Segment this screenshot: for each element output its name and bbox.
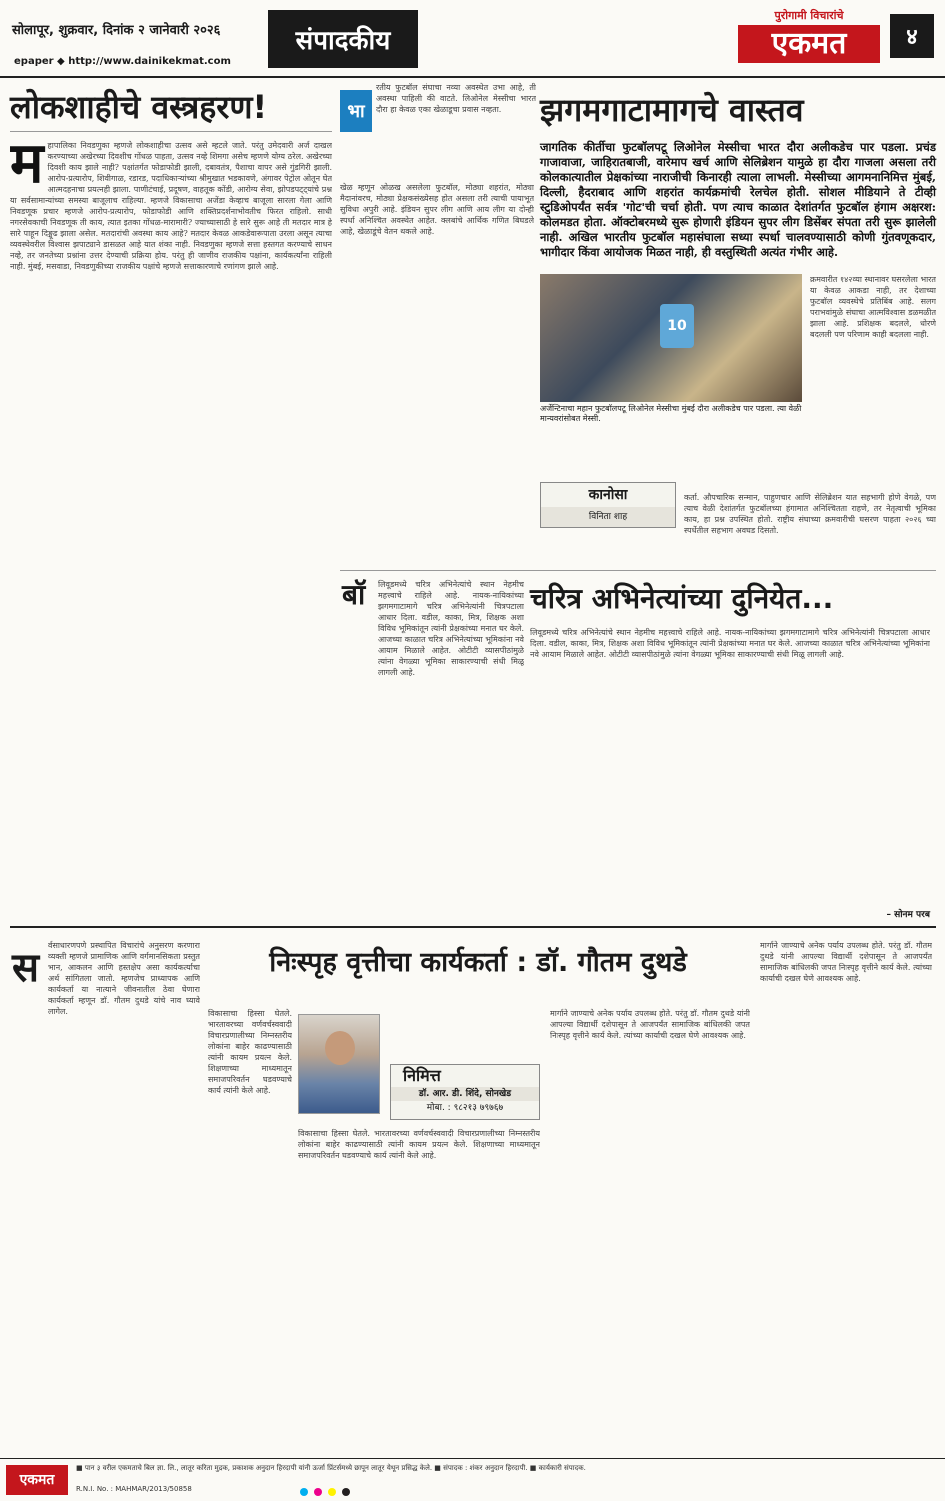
football-lede: जागतिक कीर्तीचा फुटबॉलपटू लिओनेल मेस्सीचा भारत दौरा अलीकडेच पार पडला. प्रचंड गाजावाजा, जाहिरातबाजी, वारेमाप खर्च आणि सेलिब्रेशन यामुळे हा दौरा गाजला असला तरी कोलकात्यातील प्रेक्षकांच्या नाराजीची किनारही त्याला लाभली. मेस्सीच्या आगमनानिमित्त मुंबई, दिल्ली, हैदराबाद आणि शहरांत कार्यक्रमांची रेलचेल होती. सोशल मीडियाने ते टीव्ही स्टुडिओपर्यंत सर्वत्र 'गोट'ची चर्चा होती. पण त्याच काळात देशांतर्गत फुटबॉल हंगाम अक्षरश: कोलमडत होता. ऑक्टोबरमध्ये सुरू होणारी इंडियन सुपर लीग डिसेंबर संपता तरी सुरू झालेली नाही. अखिल भारतीय फुटबॉल महासंघाला सध्या स्पर्धा चालवण्यासाठी कोणी गुंतवणूकदार, भागीदार किंवा आयोजक मिळत नाही, ही वस्तुस्थिती अत्यंत गंभीर आहे. xyxy=(540,140,936,259)
editorial-text: हापालिका निवडणुका म्हणजे लोकशाहीचा उत्सव असे म्हटले जाते. परंतु उमेदवारी अर्ज दाखल करण्याच्या अखेरच्या दिवशीच गोंधळ पाहता, उत्सव नव्हे शिमगा असेच म्हणणे योग्य ठरेल. अखेरच्या दिवशी काय झाले नाही? पक्षांतर्गत फोडाफोडी झाली, दबावतंत्र, पैशाचा वापर असे गुंडगिरी झाली. आरोप-प्रत्यारोप, शिवीगाळ, रडारड, पदाधिकाऱ्यांच्या श्रीमुखात भडकावणे, अंगावर पेट्रोल ओतून घेत आत्मदहनाचा प्रयत्नही झाला. पाणीटंचाई, प्रदूषण, वाहतूक कोंडी, आरोग्य सेवा, झोपडपट्ट्यांचे प्रश्न या सर्वसामान्यांच्या समस्या बाजूलाच राहिल्या. म्हणजे विकासाचा अजेंडा केव्हाच बाजूला सारला गेला आणि निवडणूक प्रचार म्हणजे आरोप-प्रत्यारोप, फोडाफोडी आणि शक्तिप्रदर्शनाभोवतीच फिरत राहिलो. साधी नगरसेवकाची निवडणूक ती काय, त्यात इतका गोंधळ-मारामारी? ज्याच्यासाठी हे सारे सुरू आहे ती मतदार मात्र हे सारे पाहून दिङ्मूढ झाला असेल. मतदारांची अवस्था काय आहे? मतदार केवळ आकडेवारूपाता उरला असून त्याचा व्यवस्थेवरील विश्वास झपाट्याने डासळत आहे यात शंका नाही. निवडणुका म्हणजे सत्ता हस्तगत करण्याचे साधन नव्हे, तर जनतेच्या प्रश्नांना उत्तर देण्याची प्रक्रिया होय. परंतु ही जाणीव राजकीय पक्षांना, कार्यकर्त्यांना राहिली नाही. मुंबई, मसवाडा, निवडणुकीच्या राजकीय पक्षांचे म्हणजे सत्ताकारणाचे रणांगण झाले आहे. xyxy=(10,141,332,271)
nimitta-label: निमित्त xyxy=(403,1066,441,1085)
nimitta-box xyxy=(390,1064,540,1120)
author-face xyxy=(325,1031,355,1065)
logo-tagline: पुरोगामी विचारांचे xyxy=(774,9,844,22)
football-column-right: क्रमवारीत १४२व्या स्थानावर घसरलेला भारत या केवळ आकडा नाही, तर देशाच्या फुटबॉल व्यवस्थेचे प्रतिबिंब आहे. सलग पराभवांमुळे संघाचा आत्मविश्वास डळमळीत झाला आहे. प्रशिक्षक बदलले, धोरणे बदलली पण परिणाम काही बदलला नाही. xyxy=(810,275,936,339)
editorial-body xyxy=(10,140,332,922)
author-photo xyxy=(298,1014,380,1114)
yellow-mark xyxy=(328,1488,336,1496)
football-column-bottom: कर्ता. औपचारिक सन्मान, पाहुणचार आणि सेलिब्रेशन यात सहभागी होणे वेगळे, पण त्याच वेळी देशांतर्गत फुटबॉलच्या हंगामात अनिश्चितता राहणे, तर नेतृत्वाची भूमिका काय, हा प्रश्न उपस्थित होतो. राष्ट्रीय संघाच्या क्रमवारीची घसरण पाहता २०२६ च्या स्पर्धेतील सहभाग अवघड दिसतो. xyxy=(684,493,936,535)
newspaper-logo xyxy=(738,8,880,63)
nimitta-author: डॉ. आर. डी. शिंदे, सोनखेड xyxy=(391,1087,539,1101)
print-registration-marks xyxy=(0,1488,945,1501)
messi-photo xyxy=(540,274,802,402)
footer-logo: एकमत xyxy=(6,1465,68,1495)
rni-number: R.N.I. No. : MAHMAR/2013/50858 xyxy=(76,1485,192,1493)
profile-body-right: मार्गाने जाण्याचे अनेक पर्याय उपलब्ध होते. परंतु डॉ. गौतम दुथडे यांनी आपल्या विद्यार्थी दशेपासून ते आजपर्यंत सामाजिक बांधिलकी जपत निःस्पृह वृत्तीने कार्य केले. त्यांच्या कार्याची दखल घेणे आवश्यक आहे. xyxy=(550,1009,750,1040)
actors-headline: चरित्र अभिनेत्यांच्या दुनियेत... xyxy=(530,582,834,615)
actors-body: लिवूडमध्ये चरित्र अभिनेत्यांचे स्थान नेहमीच महत्त्वाचे राहिले आहे. नायक-नायिकांच्या झगमगाटामागे चरित्र अभिनेत्यांनी चित्रपटाला आधार दिला. वडील, काका, मित्र, शिक्षक अशा विविध भूमिकांतून त्यांनी प्रेक्षकांच्या मनात घर केले. आजच्या काळात चरित्र अभिनेत्यांच्या भूमिकांना नवे आयाम मिळाले आहेत. ओटीटी व्यासपीठांमुळे त्यांना वेगळ्या भूमिका साकारण्याची संधी मिळू लागली आहे. xyxy=(378,580,524,677)
magenta-mark xyxy=(314,1488,322,1496)
football-headline: झगमगाटामागचे वास्तव xyxy=(540,91,804,129)
editorial-headline: लोकशाहीचे वस्त्रहरण! xyxy=(10,82,332,132)
profile-body-far-right: मार्गाने जाण्याचे अनेक पर्याय उपलब्ध होते. परंतु डॉ. गौतम दुथडे यांनी आपल्या विद्यार्थी दशेपासून ते आजपर्यंत सामाजिक बांधिलकी जपत निःस्पृह वृत्तीने कार्य केले. त्यांच्या कार्याची दखल घेणे आवश्यक आहे. xyxy=(760,941,932,983)
issue-date: सोलापूर, शुक्रवार, दिनांक २ जानेवारी २०२६ xyxy=(12,23,221,38)
editorial-dropcap: म xyxy=(10,140,44,196)
imprint-text: ■ पान ३ वरील एकमताचे बिल ज्ञा. लि., लातूर करिता मुद्रक, प्रकाशक अनुदान हिरदापी यांनी ऊर्जा प्रिंटर्समध्ये छापून लातूर येथून प्रसिद्ध केले. ■ संपादक : शंकर अनुदान हिरदापी. ■ कार्यकारी संपादक. xyxy=(76,1464,586,1472)
jersey-number: 10 xyxy=(660,304,694,348)
profile-article xyxy=(10,926,936,1456)
author-name: विनिता शाह xyxy=(541,507,675,527)
column-name: कानोसा xyxy=(588,487,628,503)
actors-body-continued: लिवूडमध्ये चरित्र अभिनेत्यांचे स्थान नेहमीच महत्त्वाचे राहिले आहे. नायक-नायिकांच्या झगमगाटामागे चरित्र अभिनेत्यांनी चित्रपटाला आधार दिला. वडील, काका, मित्र, शिक्षक अशा विविध भूमिकांतून त्यांनी प्रेक्षकांच्या मनात घर केले. आजच्या काळात चरित्र अभिनेत्यांच्या भूमिकांना नवे आयाम मिळाले आहेत. ओटीटी व्यासपीठांमुळे त्यांना वेगळ्या भूमिका साकारण्याची संधी मिळू लागली आहे. xyxy=(530,628,930,659)
epaper-link[interactable]: epaper ◆ http://www.dainikekmat.com xyxy=(14,56,231,67)
football-dropcap-badge: भा xyxy=(340,90,372,132)
photo-caption: अर्जेन्टिनाचा महान फुटबॉलपटू लिओनेल मेस्सीचा मुंबई दौरा अलीकडेच पार पडला. त्या वेळी मान्यवरांसोबत मेस्सी. xyxy=(540,404,802,423)
masthead xyxy=(0,0,945,78)
profile-headline: निःस्पृह वृत्तीचा कार्यकर्ता : डॉ. गौतम दुथडे xyxy=(269,947,687,978)
page-number: ४ xyxy=(890,14,934,58)
football-intro: रतीय फुटबॉल संघाचा नव्या अवस्थेत उभा आहे, ती अवस्था पाहिली की वाटते. लिओनेल मेस्सीचा भारत दौरा हा केवळ एका खेळाडूचा प्रवास नव्हता. xyxy=(376,83,536,114)
editorial-article xyxy=(10,82,332,922)
football-column-left: खेळ म्हणून ओळख असलेला फुटबॉल, मोठ्या शहरांत, मोठ्या मैदानांवरच, मोठ्या प्रेक्षकसंख्येसह होत असला तरी त्याची पायाभूत सुविधा अपुरी आहे. इंडियन सुपर लीग आणि आय लीग या दोन्ही स्पर्धा अनिश्चित अवस्थेत आहेत. क्लबांचे आर्थिक गणित बिघडले आहे, खेळाडूंचे वेतन थकले आहे. xyxy=(340,183,534,236)
section-title: संपादकीय xyxy=(268,10,418,68)
actors-byline: – सोनम परब xyxy=(886,910,930,920)
actors-article xyxy=(340,570,936,922)
profile-body-left: र्वसाधारणपणे प्रस्थापित विचारांचे अनुसरण करणारा व्यक्ती म्हणजे प्रामाणिक आणि वर्गमानसिकता प्रस्तुत भान, आकलन आणि हस्तक्षेप असा कार्यकर्त्याचा अर्थ सांगितला जातो. म्हणजेच प्राध्यापक आणि कार्यकर्ता या नात्याने जीवनातील ठेवा घेणारा कार्यकर्ता म्हणून डॉ. गौतम दुथडे यांचे नाव घ्यावे लागेल. xyxy=(48,941,200,1016)
logo-wordmark: एकमत xyxy=(738,25,880,63)
black-mark xyxy=(342,1488,350,1496)
actors-dropcap: बॉ xyxy=(342,578,366,611)
profile-dropcap: स xyxy=(12,945,40,991)
column-byline-box xyxy=(540,482,676,528)
nimitta-mobile: मोबा. : ९८२१३ ७९७६७ xyxy=(426,1103,504,1113)
profile-body-center: विकासाचा हिस्सा घेतले. भारतावरच्या वर्णवर्चस्ववादी विचारप्रणालीच्या निम्नस्तरीय लोकांना बाहेर काढण्यासाठी त्यांनी कायम प्रयत्न केले. शिक्षणाच्या माध्यमातून समाजपरिवर्तन घडवण्याचे कार्य त्यांनी केले आहे. xyxy=(298,1129,540,1160)
cyan-mark xyxy=(300,1488,308,1496)
profile-body-mid: विकासाचा हिस्सा घेतले. भारतावरच्या वर्णवर्चस्ववादी विचारप्रणालीच्या निम्नस्तरीय लोकांना बाहेर काढण्यासाठी त्यांनी कायम प्रयत्न केले. शिक्षणाच्या माध्यमातून समाजपरिवर्तन घडवण्याचे कार्य त्यांनी केले आहे. xyxy=(208,1009,292,1095)
